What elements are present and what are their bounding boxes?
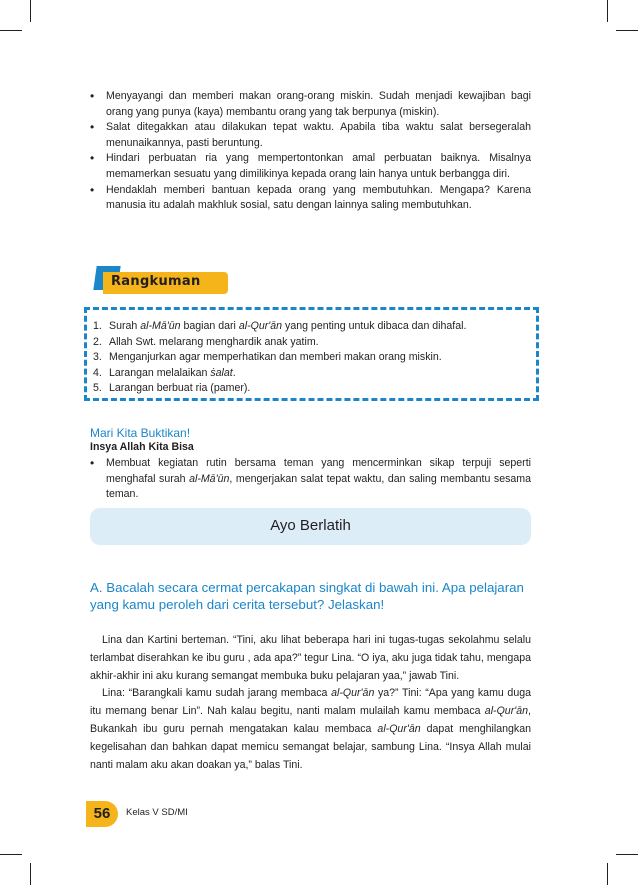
story-paragraph xyxy=(90,685,531,774)
practice-text: , mengerjakan salat tepat waktu, dan saling membantu sesama teman. xyxy=(106,472,532,501)
summary-item-text: Larangan berbuat ria (pamer). xyxy=(109,382,251,395)
bullet-item: • Hindari perbuatan ria yang mempertontonkan amal perbuatan baiknya. Misalnya memamerkan sesuatu yang dimilikinya kepada orang lain hanya untuk berbangga diri. xyxy=(90,151,531,182)
ayo-berlatih-title: Ayo Berlatih xyxy=(270,517,351,534)
crop-mark xyxy=(30,0,31,22)
practice-text: Membuat kegiatan rutin bersama teman yang mencerminkan sikap terpuji seperti menghafal surah xyxy=(106,457,531,485)
crop-mark xyxy=(616,30,638,31)
summary-item-text: Menganjurkan agar memperhatikan dan memberi makan orang miskin. xyxy=(109,351,442,364)
question-label: A. xyxy=(90,580,103,595)
summary-item xyxy=(93,381,533,397)
practice-item xyxy=(90,456,531,503)
summary-item xyxy=(93,319,533,335)
rangkuman-title: Rangkuman xyxy=(111,274,201,289)
story-text-run: dapat menghilangkan kegelisahan dan bahkan dapat memicu semangat belajar, sambung Lina. “Insya Allah mulai nanti malam aku akan doakan ya,” balas Tini. xyxy=(90,722,531,771)
bullet-item: • Menyayangi dan memberi makan orang-orang miskin. Sudah menjadi kewajiban bagi orang yang punya (kaya) membantu orang yang tak berpunya (miskin). xyxy=(90,89,531,120)
bullet-item: • Salat ditegakkan atau dilakukan tepat waktu. Apabila tiba waktu salat bersegeralah menunaikannya, pasti beruntung. xyxy=(90,120,531,151)
crop-mark xyxy=(30,863,31,885)
story-text xyxy=(90,632,531,774)
ayo-berlatih-banner xyxy=(90,508,531,545)
crop-mark xyxy=(607,863,608,885)
crop-mark xyxy=(616,854,638,855)
summary-item xyxy=(93,335,533,351)
story-italic: al-Qur'ān xyxy=(484,705,529,718)
summary-item-text: yang penting untuk dibaca dan dihafal. xyxy=(282,320,467,332)
crop-mark xyxy=(0,30,22,31)
summary-item-number: 4. xyxy=(93,366,102,379)
crop-mark xyxy=(0,854,22,855)
question-a xyxy=(90,579,531,613)
story-text-run: ya?” Tini: “Apa yang kamu duga itu memang benar Lin”. Nah kalau begitu, nanti malam mulailah kamu membaca xyxy=(90,687,531,718)
practice-italic: al-Mā'ūn xyxy=(189,472,230,485)
rangkuman-badge xyxy=(95,266,228,296)
story-italic: al-Qur'ān xyxy=(377,722,421,735)
summary-item-italic: al-Qur'ān xyxy=(238,320,283,332)
page-number: 56 xyxy=(86,801,118,827)
summary-item-number: 5. xyxy=(93,382,102,395)
summary-item xyxy=(93,350,533,366)
story-italic: al-Qur'ān xyxy=(331,687,375,700)
bullet-item: • Hendaklah memberi bantuan kepada orang yang membutuhkan. Mengapa? Karena manusia itu adalah makhluk sosial, satu dengan lainnya saling membutuhkan. xyxy=(90,183,531,214)
story-text-run: Lina: “Barangkali kamu sudah jarang membaca xyxy=(102,687,332,700)
summary-item-text: bagian dari xyxy=(180,320,239,332)
summary-item-text: Surah xyxy=(109,320,141,332)
summary-item-italic: al-Mā'ūn xyxy=(140,320,181,332)
summary-item xyxy=(93,366,533,382)
summary-item-text: Allah Swt. melarang menghardik anak yatim. xyxy=(109,335,319,348)
story-paragraph: Lina dan Kartini berteman. “Tini, aku lihat beberapa hari ini tugas-tugas sekolahmu selalu terlambat diserahkan ke ibu guru , ada apa?” tegur Lina. “O iya, aku juga tidak tahu, mengapa akhir-akhir ini aku kurang semangat membuka buku pelajaran yaa,” jawab Tini. xyxy=(90,634,531,682)
footer-label: Kelas V SD/MI xyxy=(126,807,188,818)
crop-mark xyxy=(607,0,608,22)
summary-item-italic: ṡalat xyxy=(210,366,233,379)
summary-list xyxy=(93,319,533,397)
question-text: Bacalah secara cermat percakapan singkat di bawah ini. Apa pelajaran yang kamu peroleh dari cerita tersebut? Jelaskan! xyxy=(90,580,524,612)
summary-item-text: . xyxy=(232,366,236,379)
buktikan-subheading: Insya Allah Kita Bisa xyxy=(90,441,194,453)
summary-item-number: 3. xyxy=(93,351,102,364)
practice-list xyxy=(90,456,531,503)
story-text-run: , Bukankah ibu guru pernah mengatakan kalau membaca xyxy=(90,705,531,735)
buktikan-heading: Mari Kita Buktikan! xyxy=(90,426,191,440)
summary-item-text: Larangan melalaikan xyxy=(109,366,211,379)
summary-box xyxy=(84,307,539,401)
lesson-bullet-list xyxy=(90,89,531,214)
summary-item-number: 1. xyxy=(93,320,102,332)
summary-item-number: 2. xyxy=(93,335,102,348)
